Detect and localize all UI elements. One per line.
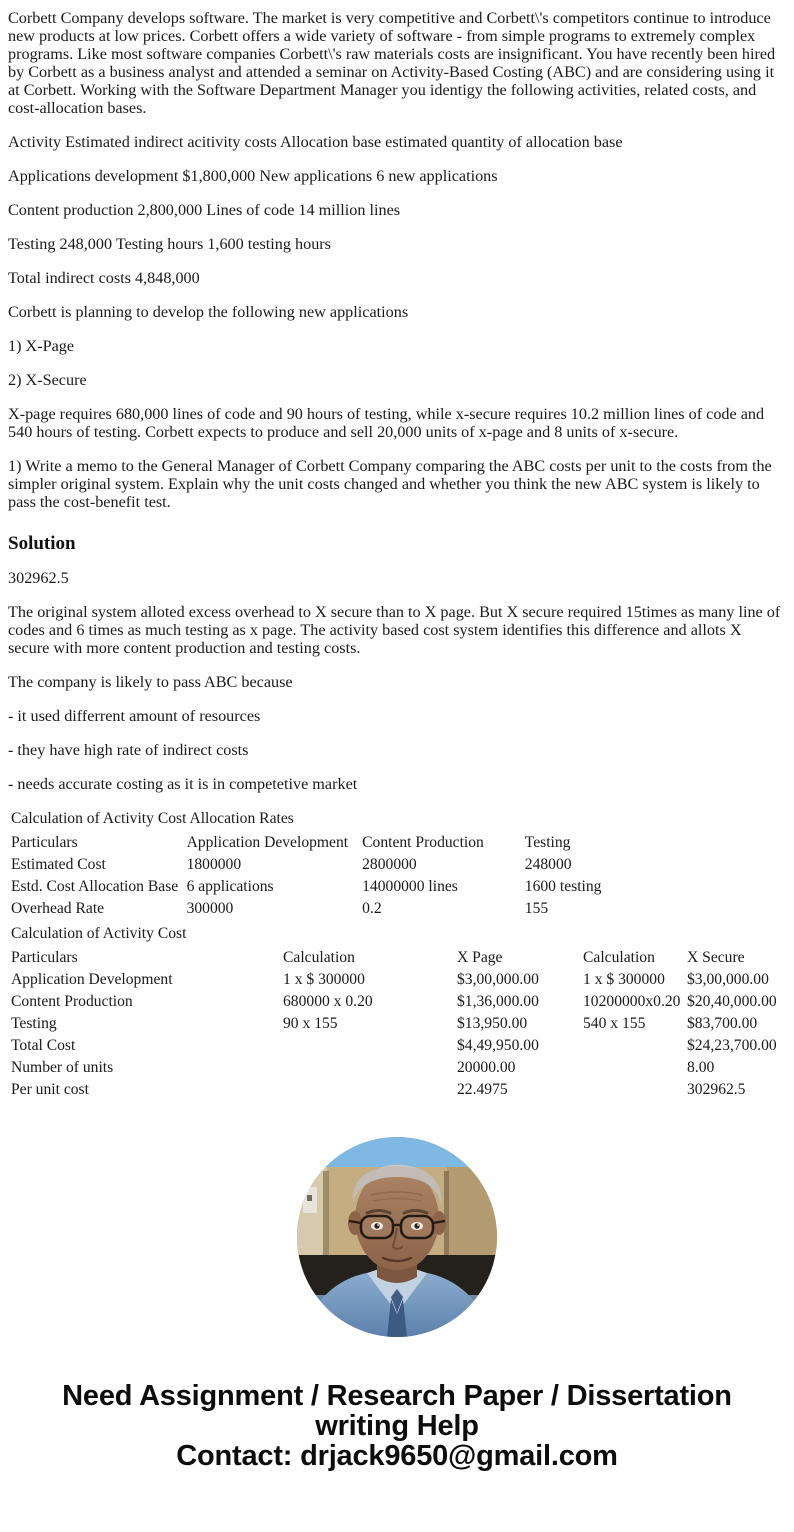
cell-value: 1 x $ 300000 <box>283 971 365 988</box>
column-header-calculation-xsecure: Calculation <box>583 949 655 966</box>
activity-line: Total indirect costs 4,848,000 <box>8 269 200 287</box>
activity-cost-allocation-rates-table <box>11 809 783 920</box>
table-row <box>11 854 783 876</box>
table-caption: Calculation of Activity Cost Allocation Rates <box>11 810 294 827</box>
cell-value: $20,40,000.00 <box>687 993 777 1010</box>
portrait-photo-container <box>0 1137 794 1337</box>
activity-cost-table <box>11 924 783 1101</box>
table-row <box>11 876 783 898</box>
row-label: Total Cost <box>11 1037 76 1054</box>
cell-value: 6 applications <box>186 878 274 895</box>
cell-value: $3,00,000.00 <box>687 971 769 988</box>
activity-table-header-line: Activity Estimated indirect acitivity costs Allocation base estimated quantity of allocation base <box>8 133 623 151</box>
table-caption-row <box>11 809 783 832</box>
cell-value <box>283 1079 457 1101</box>
conclusion-lead: The company is likely to pass ABC because <box>8 673 293 691</box>
table-row <box>11 1079 783 1101</box>
column-header-calculation-xpage: Calculation <box>283 949 355 966</box>
row-label: Content Production <box>11 993 133 1010</box>
portrait-photo-image <box>297 1137 497 1337</box>
cell-value: 680000 x 0.20 <box>283 993 373 1010</box>
cell-value <box>283 1035 457 1057</box>
cell-value: 20000.00 <box>457 1059 516 1076</box>
table-row <box>11 1013 783 1035</box>
cell-value <box>583 1057 687 1079</box>
avatar <box>297 1137 497 1337</box>
cell-value: $3,00,000.00 <box>457 971 539 988</box>
column-header-content-production: Content Production <box>362 834 484 851</box>
cell-value: 22.4975 <box>457 1081 508 1098</box>
conclusion-bullet: - it used differrent amount of resources <box>8 707 261 725</box>
explanation-paragraph: The original system alloted excess overhead to X secure than to X page. But X secure required 15times as many line of codes and 6 times as much testing as x page. The activity based cost system identifies this difference and allots X secure with more content production and testing costs. <box>8 603 781 657</box>
promo-line-2: writing Help <box>315 1410 479 1442</box>
cell-value: 90 x 155 <box>283 1015 338 1032</box>
row-label: Overhead Rate <box>11 900 105 917</box>
cell-value: 10200000x0.20 <box>583 993 681 1010</box>
cell-value: 155 <box>524 900 549 917</box>
cell-value: 300000 <box>186 900 234 917</box>
cell-value: 2800000 <box>362 856 417 873</box>
row-label: Per unit cost <box>11 1081 89 1098</box>
table-row <box>11 991 783 1013</box>
row-label: Estd. Cost Allocation Base <box>11 878 179 895</box>
product-list-item: 2) X-Secure <box>8 371 87 389</box>
column-header-particulars: Particulars <box>11 949 78 966</box>
table-header-row <box>11 832 783 854</box>
conclusion-bullet: - they have high rate of indirect costs <box>8 741 249 759</box>
row-label: Number of units <box>11 1059 114 1076</box>
cell-value <box>283 1057 457 1079</box>
cell-value: $4,49,950.00 <box>457 1037 539 1054</box>
row-label: Application Development <box>11 971 173 988</box>
cell-value: 14000000 lines <box>362 878 458 895</box>
cell-value: 540 x 155 <box>583 1015 646 1032</box>
promo-block <box>0 1381 794 1471</box>
table-caption: Calculation of Activity Cost <box>11 925 187 942</box>
promo-contact-line: Contact: drjack9650@gmail.com <box>176 1440 618 1472</box>
cell-value: $1,36,000.00 <box>457 993 539 1010</box>
column-header-x-page: X Page <box>457 949 503 966</box>
document-page <box>0 9 794 1471</box>
activity-line: Content production 2,800,000 Lines of code 14 million lines <box>8 201 401 219</box>
requirements-paragraph: X-page requires 680,000 lines of code and 90 hours of testing, while x-secure requires 10.2 million lines of code and 540 hours of testing. Corbett expects to produce and sell 20,000 units of x-page and 8 units of x-secure. <box>8 405 765 441</box>
solution-heading: Solution <box>8 533 76 554</box>
activity-cost-table-block <box>0 924 794 1101</box>
column-header-particulars: Particulars <box>11 834 78 851</box>
conclusion-bullet: - needs accurate costing as it is in competetive market <box>8 775 358 793</box>
cell-value <box>583 1035 687 1057</box>
product-list-item: 1) X-Page <box>8 337 75 355</box>
table-header-row <box>11 947 783 969</box>
table-caption-row <box>11 924 783 947</box>
activity-line: Testing 248,000 Testing hours 1,600 testing hours <box>8 235 331 253</box>
cell-value: 0.2 <box>362 900 382 917</box>
column-header-testing: Testing <box>524 834 571 851</box>
row-label: Estimated Cost <box>11 856 106 873</box>
article-body <box>0 9 794 511</box>
cell-value: 1800000 <box>186 856 242 873</box>
planning-line: Corbett is planning to develop the following new applications <box>8 303 409 321</box>
cell-value: $83,700.00 <box>687 1015 758 1032</box>
table-row <box>11 898 783 920</box>
table-row <box>11 1035 783 1057</box>
column-header-x-secure: X Secure <box>687 949 745 966</box>
intro-paragraph: Corbett Company develops software. The market is very competitive and Corbett\'s competitors continue to introduce new products at low prices. Corbett offers a wide variety of software - from simple programs to extremely complex programs. Like most software companies Corbett\'s raw materials costs are insignificant. You have recently been hired by Corbett as a business analyst and attended a seminar on Activity-Based Costing (ABC) and are considering using it at Corbett. Working with the Software Department Manager you identigy the following activities, related costs, and cost-allocation bases. <box>8 9 776 117</box>
solution-value: 302962.5 <box>8 569 69 587</box>
cell-value: 1600 testing <box>524 878 602 895</box>
cell-value: 1 x $ 300000 <box>583 971 665 988</box>
activity-rate-table-block <box>0 809 794 920</box>
table-row <box>11 1057 783 1079</box>
cell-value: 248000 <box>524 856 572 873</box>
activity-line: Applications development $1,800,000 New applications 6 new applications <box>8 167 498 185</box>
cell-value: 302962.5 <box>687 1081 746 1098</box>
cell-value <box>583 1079 687 1101</box>
row-label: Testing <box>11 1015 57 1032</box>
table-row <box>11 969 783 991</box>
solution-body <box>0 569 794 793</box>
question-paragraph: 1) Write a memo to the General Manager of Corbett Company comparing the ABC costs per unit to the costs from the simpler original system. Explain why the unit costs changed and whether you think the new ABC system is likely to pass the cost-benefit test. <box>8 457 772 511</box>
column-header-application-development: Application Development <box>186 834 349 851</box>
cell-value: $13,950.00 <box>457 1015 528 1032</box>
promo-line-1: Need Assignment / Research Paper / Dissertation <box>62 1380 732 1412</box>
cell-value: 8.00 <box>687 1059 715 1076</box>
cell-value: $24,23,700.00 <box>687 1037 777 1054</box>
